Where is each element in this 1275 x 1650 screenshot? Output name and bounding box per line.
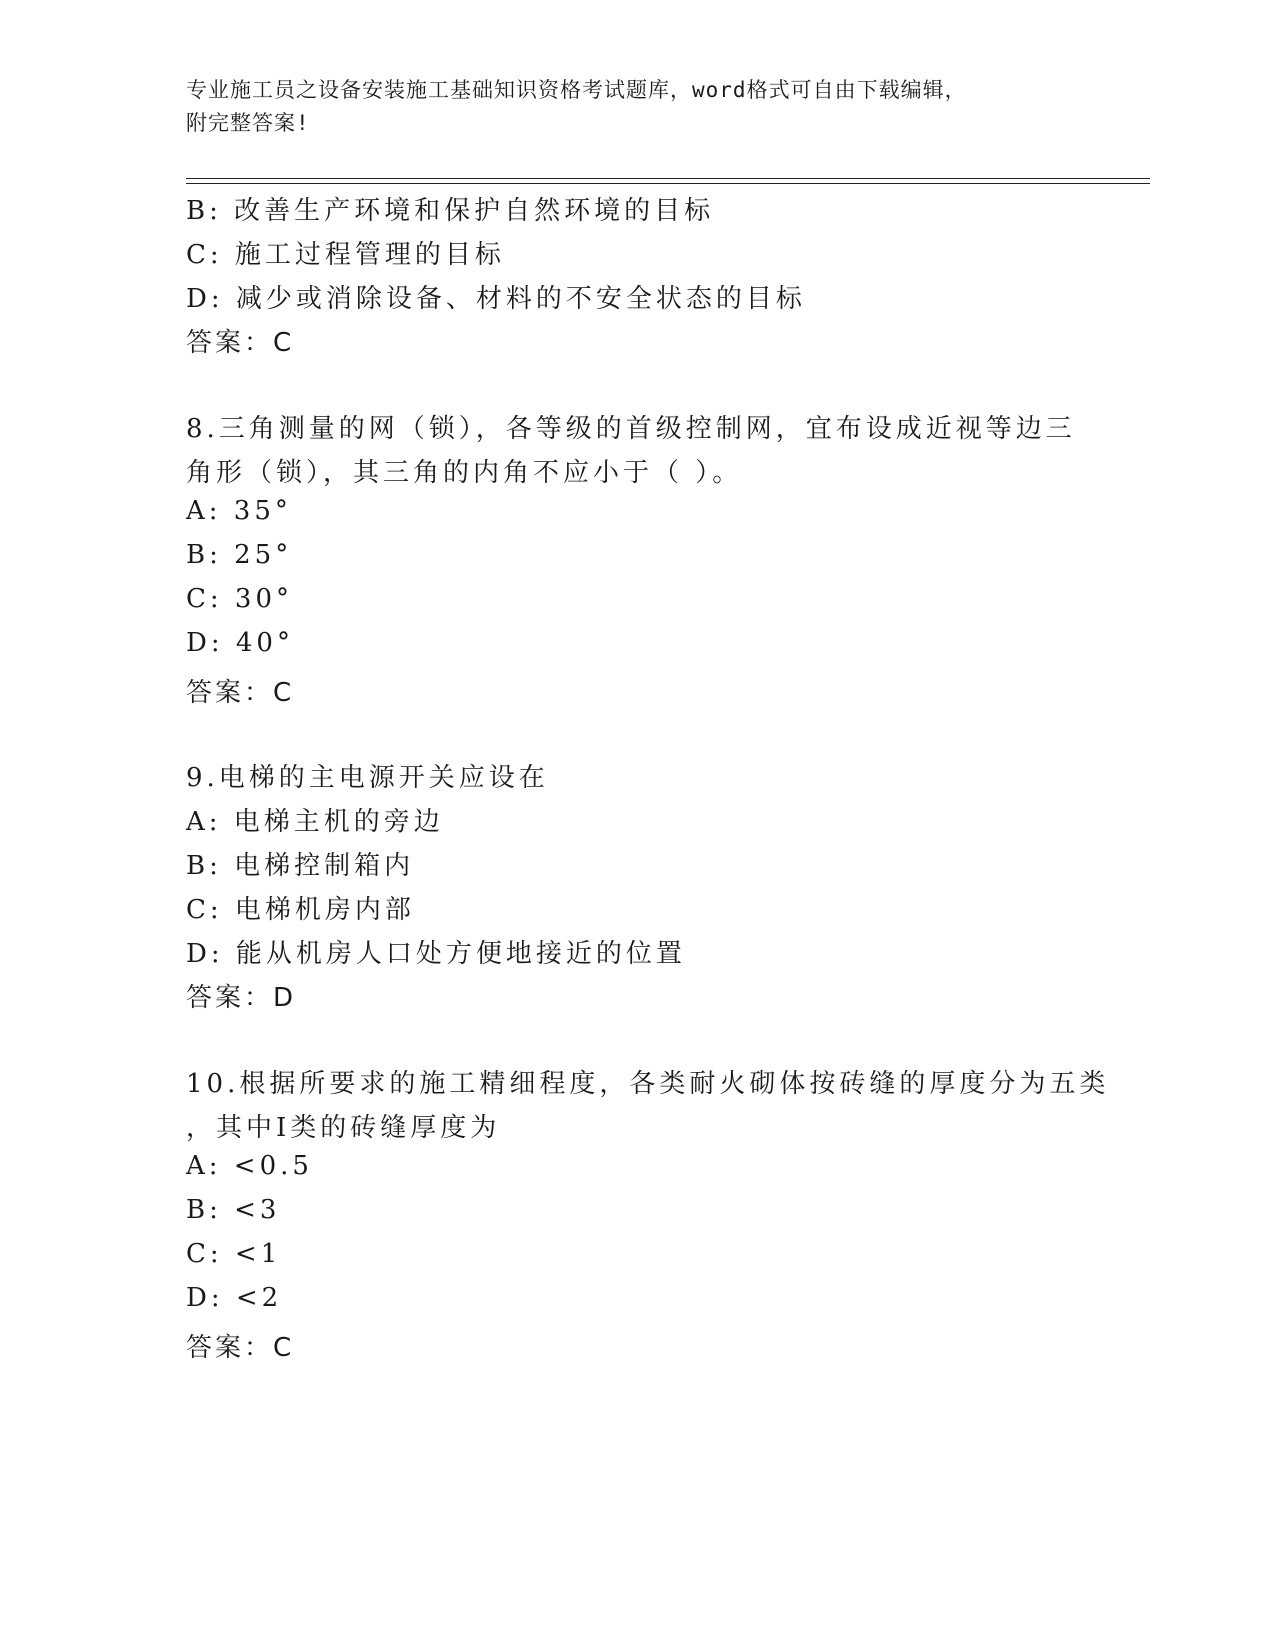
option-c: C: 电梯机房内部 <box>186 895 415 925</box>
option-b: B: 改善生产环境和保护自然环境的目标 <box>186 196 715 226</box>
option-c: C: 30° <box>186 584 294 614</box>
header-divider-bottom <box>186 183 1150 184</box>
option-b: B: 25° <box>186 540 293 570</box>
option-c: C: <1 <box>186 1239 282 1269</box>
question-8-stem-line-2: 角形（锁），其三角的内角不应小于（ ）。 <box>186 458 743 488</box>
option-b: B: <3 <box>186 1195 281 1225</box>
answer-line: 答案：C <box>186 328 295 358</box>
option-c: C: 施工过程管理的目标 <box>186 240 505 270</box>
answer-line: 答案：C <box>186 678 295 708</box>
question-10-stem-line-2: ，其中Ⅰ类的砖缝厚度为 <box>186 1113 501 1143</box>
header-line-1: 专业施工员之设备安装施工基础知识资格考试题库，word格式可自由下载编辑， <box>186 78 967 102</box>
option-d: D: 减少或消除设备、材料的不安全状态的目标 <box>186 284 806 314</box>
answer-line: 答案：C <box>186 1333 295 1363</box>
document-header <box>186 74 1066 140</box>
option-a: A: 35° <box>186 496 292 526</box>
option-b: B: 电梯控制箱内 <box>186 851 415 881</box>
option-d: D: 能从机房人口处方便地接近的位置 <box>186 939 686 969</box>
header-line-2: 附完整答案! <box>186 111 310 135</box>
question-10-stem-line-1: 10.根据所要求的施工精细程度，各类耐火砌体按砖缝的厚度分为五类 <box>186 1069 1110 1099</box>
option-d: D: 40° <box>186 628 294 658</box>
header-divider-top <box>186 178 1150 179</box>
option-d: D: <2 <box>186 1283 283 1313</box>
question-9-stem-line-1: 9.电梯的主电源开关应设在 <box>186 763 549 793</box>
option-a: A: 电梯主机的旁边 <box>186 807 444 837</box>
option-a: A: <0.5 <box>186 1151 313 1181</box>
answer-line: 答案：D <box>186 983 297 1013</box>
question-8-stem-line-1: 8.三角测量的网（锁），各等级的首级控制网，宜布设成近视等边三 <box>186 414 1076 444</box>
